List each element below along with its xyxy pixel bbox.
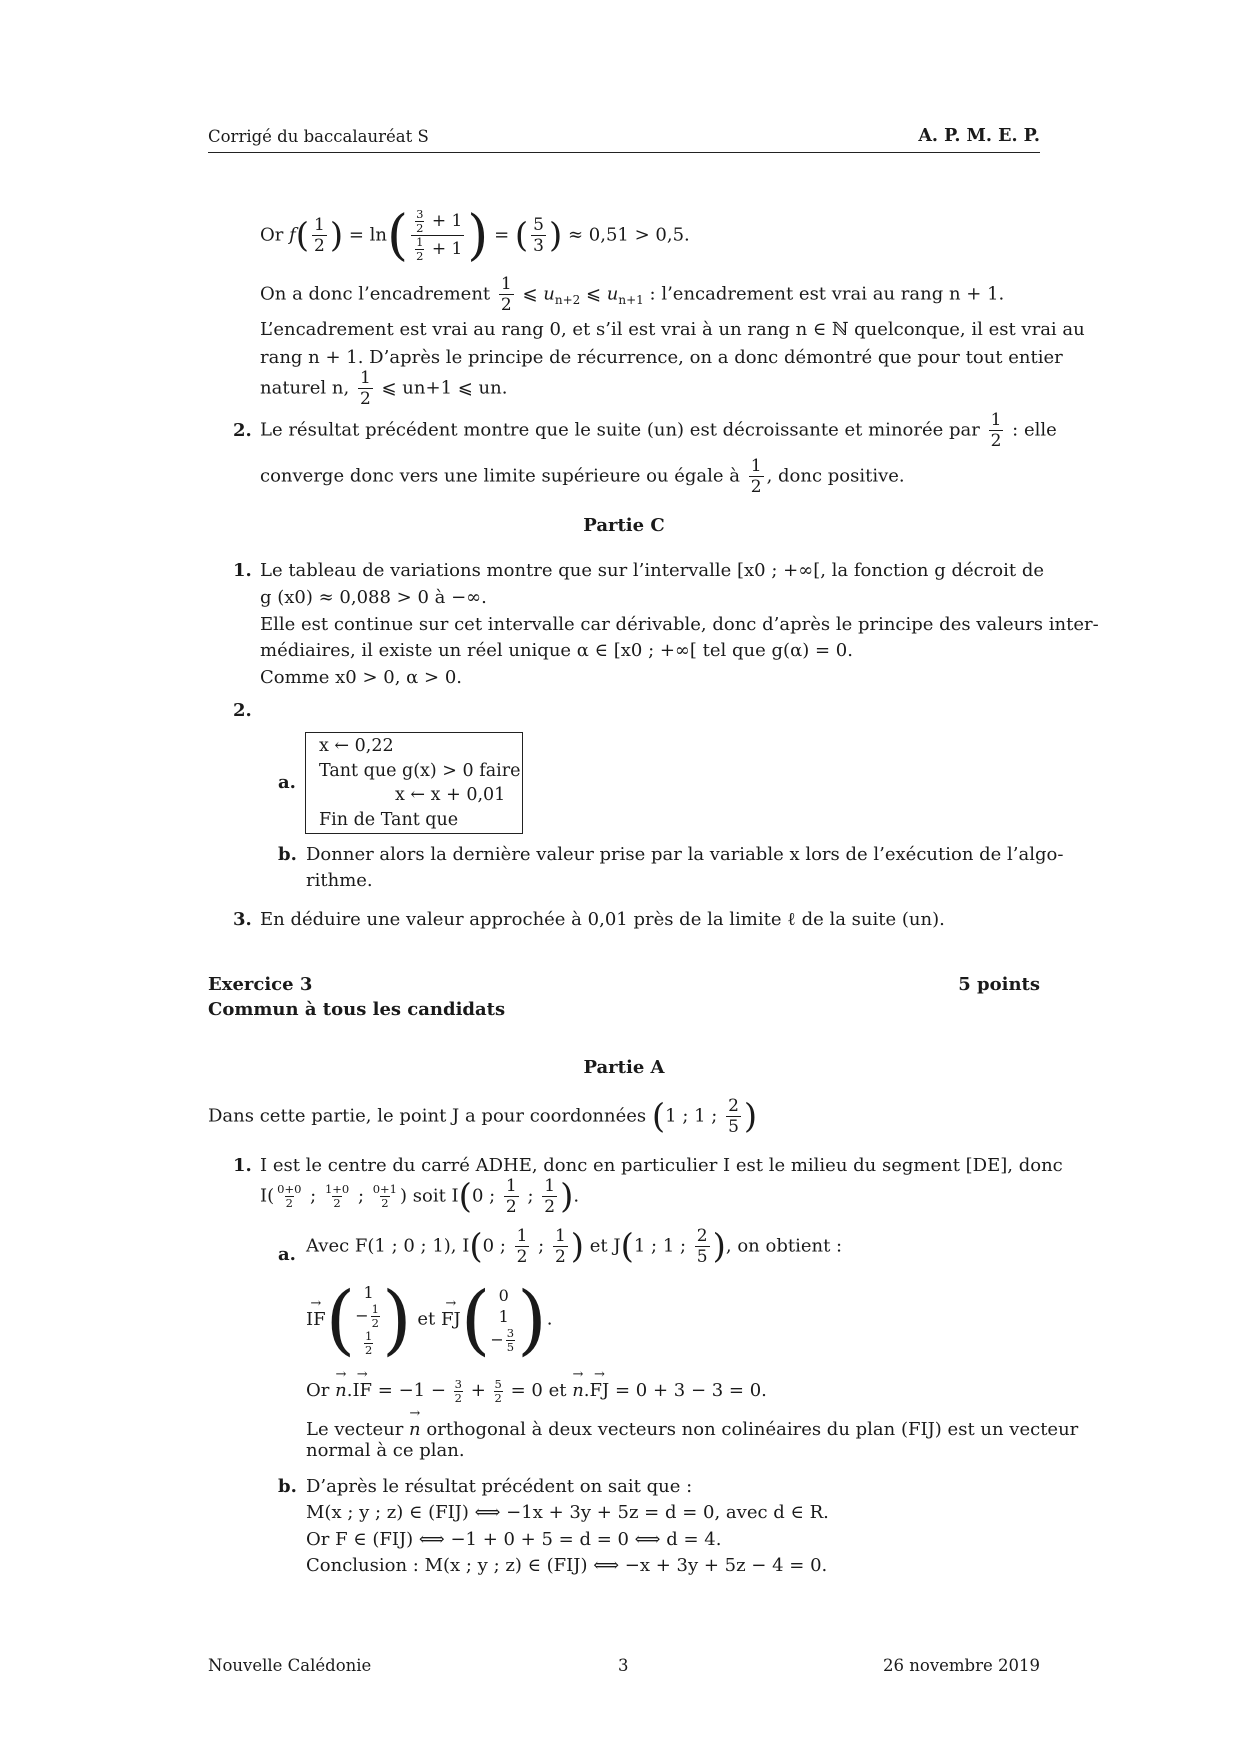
- exercise3-points: 5 points: [958, 974, 1040, 995]
- algorithm-box: [305, 732, 523, 834]
- partA-qa-label: a.: [278, 1244, 296, 1265]
- algo-line-2: Tant que g(x) > 0 faire: [319, 761, 521, 781]
- partA-intro: Dans cette partie, le point J a pour coordonnées (1 ; 1 ; $\frac{2}{5}$ ): [208, 1096, 758, 1137]
- partA-qb-line-1: D’après le résultat précédent on sait que :: [306, 1476, 693, 1497]
- partA-qa-line: Avec F(1 ; 0 ; 1), I(0 ; $\frac{1}{2}$ ; $\frac{1}{2}$ ) et J(1 ; 1 ; $\frac{2}{5}$ ), on obtient :: [306, 1226, 843, 1267]
- partA-qb-line-2: M(x ; y ; z) ∈ (FIJ) ⟺ −1x + 3y + 5z = d = 0, avec d ∈ R.: [306, 1502, 829, 1523]
- partC-qb-label: b.: [278, 844, 297, 865]
- partC-qa-label: a.: [278, 772, 296, 793]
- encadrement-line: On a donc l’encadrement $\frac{1}{2}$ ⩽ $u_{n+2}$ ⩽ $u_{n+1}$ : l’encadrement est vrai au rang n + 1.: [260, 274, 1005, 315]
- partB-q2-line-1: Le résultat précédent montre que le suite (un) est décroissante et minorée par $\frac{1}{2}$ : elle: [260, 410, 1057, 451]
- algo-line-4: Fin de Tant que: [319, 810, 459, 830]
- midpoint-I-line: I( $\frac{0+0}{2}$ ; $\frac{1+0}{2}$ ; $\frac{0+1}{2}$ ) soit I(0 ; $\frac{1}{2}$ ; $\frac{1}{2}$ ).: [260, 1176, 580, 1217]
- algo-line-3: x ← x + 0,01: [395, 785, 506, 805]
- exercise3-title: Exercice 3: [208, 974, 313, 995]
- recurrence-line-1: L’encadrement est vrai au rang 0, et s’il est vrai à un rang n ∈ ℕ quelconque, il est vrai au: [260, 319, 1085, 340]
- f-half-equation: Or f( $\frac{1}{2}$ ) = ln( $\frac{3}{2}$ + 1 $\frac{1}{2}$ + 1 ) = ( $\frac{5}{3}$ ) ≈ 0,51 > 0,5.: [260, 203, 690, 267]
- partA-qb-line-4: Conclusion : M(x ; y ; z) ∈ (FIJ) ⟺ −x + 3y + 5z − 4 = 0.: [306, 1555, 828, 1576]
- partC-q1-line-1: Le tableau de variations montre que sur l’intervalle [x0 ; +∞[, la fonction g décroit de: [260, 560, 1045, 581]
- partC-q1-number: 1.: [233, 560, 252, 581]
- footer-date: 26 novembre 2019: [883, 1656, 1040, 1675]
- vectors-IF-FJ: → IF( 1 − $\frac{1}{2}$ $\frac{1}{2}$ ) et → FJ( 0 1 − $\frac{3}{5}$ ).: [306, 1282, 553, 1357]
- partC-qb-line-2: rithme.: [306, 870, 373, 891]
- partA-q1-line-1: I est le centre du carré ADHE, donc en particulier I est le milieu du segment [DE], donc: [260, 1155, 1063, 1176]
- normal-vector-line-2: normal à ce plan.: [306, 1440, 465, 1461]
- footer-page-number: 3: [618, 1656, 629, 1675]
- normal-vector-line-1: Le vecteur → n orthogonal à deux vecteurs non colinéaires du plan (FIJ) est un vecteur: [306, 1414, 1078, 1442]
- header-org: A. P. M. E. P.: [918, 126, 1040, 146]
- dot-products-line: Or → n.→ IF = −1 − $\frac{3}{2}$ + $\frac{5}{2}$ = 0 et → n.→ FJ = 0 + 3 − 3 = 0.: [306, 1375, 767, 1405]
- algo-line-1: x ← 0,22: [319, 736, 394, 756]
- partC-qb-line-1: Donner alors la dernière valeur prise par la variable x lors de l’exécution de l’algo-: [306, 844, 1064, 865]
- partA-title: Partie A: [583, 1057, 665, 1078]
- partC-q1-line-3: Elle est continue sur cet intervalle car dérivable, donc d’après le principe des valeurs inter-: [260, 614, 1099, 635]
- partA-qb-label: b.: [278, 1476, 297, 1497]
- recurrence-line-3: naturel n, $\frac{1}{2}$ ⩽ un+1 ⩽ un.: [260, 368, 508, 409]
- footer-location: Nouvelle Calédonie: [208, 1656, 372, 1675]
- partC-q2-number: 2.: [233, 700, 252, 721]
- partC-q1-line-4: médiaires, il existe un réel unique α ∈ [x0 ; +∞[ tel que g(α) = 0.: [260, 640, 853, 661]
- partA-q1-number: 1.: [233, 1155, 252, 1176]
- header-rule: [208, 152, 1040, 153]
- partC-q1-line-2: g (x0) ≈ 0,088 > 0 à −∞.: [260, 587, 487, 608]
- partC-title: Partie C: [583, 515, 665, 536]
- partB-q2-number: 2.: [233, 420, 252, 441]
- recurrence-line-2: rang n + 1. D’après le principe de récurrence, on a donc démontré que pour tout entier: [260, 347, 1063, 368]
- partC-q3-number: 3.: [233, 909, 252, 930]
- partC-q3-line: En déduire une valeur approchée à 0,01 près de la limite ℓ de la suite (un).: [260, 909, 945, 930]
- partA-qb-line-3: Or F ∈ (FIJ) ⟺ −1 + 0 + 5 = d = 0 ⟺ d = 4.: [306, 1529, 722, 1550]
- header-title: Corrigé du baccalauréat S: [208, 127, 429, 146]
- partB-q2-line-2: converge donc vers une limite supérieure ou égale à $\frac{1}{2}$ , donc positive.: [260, 456, 905, 497]
- partC-q1-line-5: Comme x0 > 0, α > 0.: [260, 667, 462, 688]
- exercise3-subtitle: Commun à tous les candidats: [208, 999, 506, 1020]
